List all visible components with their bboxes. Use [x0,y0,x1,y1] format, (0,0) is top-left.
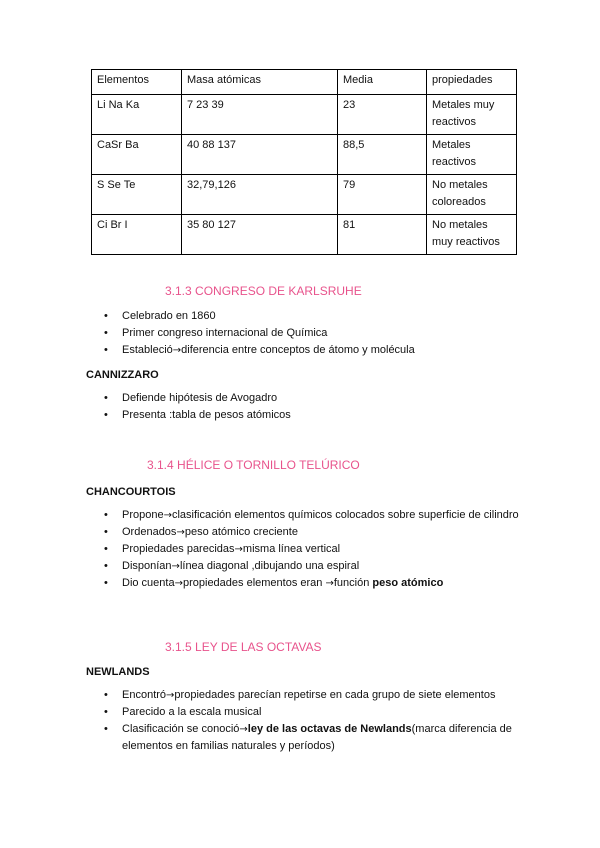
table-cell: Ci Br I [92,215,182,255]
table-cell: 40 88 137 [182,135,338,175]
table-cell: Metales muy reactivos [427,95,517,135]
arrow-icon: → [234,544,243,555]
list-item-text: Estableció [122,344,173,356]
newlands-list [104,687,524,755]
list-item-text: propiedades elementos eran [182,577,326,589]
list-item-text: propiedades parecían repetirse en cada grupo de siete elementos [174,689,496,701]
list-item [104,541,524,558]
arrow-icon: → [176,527,185,538]
table-cell: 81 [338,215,427,255]
table-row [92,135,517,175]
table-cell: 79 [338,175,427,215]
list-item [104,575,524,592]
table-cell: CaSr Ba [92,135,182,175]
table-cell: 7 23 39 [182,95,338,135]
cannizzaro-list [104,390,524,424]
table-cell: 23 [338,95,427,135]
table-header-cell: propiedades [427,70,517,95]
list-item-text: Ordenados [122,526,177,538]
list-item-text: misma línea vertical [242,543,341,555]
list-item-text: Presenta :tabla de pesos atómicos [122,409,291,421]
table-header-row [92,70,517,95]
list-item-bold: peso atómico [372,577,444,589]
list-item-text: Dio cuenta [122,577,175,589]
table-cell: 35 80 127 [182,215,338,255]
arrow-icon: → [239,724,248,735]
list-item [104,558,524,575]
list-item-text: Primer congreso internacional de Química [122,327,328,339]
list-item-text: Propiedades parecidas [122,543,235,555]
list-item [104,308,524,325]
list-item-text: peso atómico creciente [184,526,298,538]
section-heading-karlsruhe: 3.1.3 CONGRESO DE KARLSRUHE [165,284,362,298]
list-item [104,325,524,342]
list-item-text: Clasificación se conoció [122,723,240,735]
subhead-chancourtois: CHANCOURTOIS [86,486,176,498]
list-item-text: Encontró [122,689,167,701]
arrow-icon: → [171,561,180,572]
table-cell: Metales reactivos [427,135,517,175]
karlsruhe-list [104,308,524,359]
subhead-cannizzaro: CANNIZZARO [86,369,159,381]
section-heading-helice: 3.1.4 HÉLICE O TORNILLO TELÚRICO [147,458,360,472]
list-item-text: Propone [122,509,164,521]
list-item [104,390,524,407]
table-row [92,215,517,255]
list-item-text: línea diagonal ,dibujando una espiral [179,560,360,572]
list-item [104,507,524,524]
table-cell: S Se Te [92,175,182,215]
table-row [92,95,517,135]
list-item-text: clasificación elementos químicos colocados sobre superficie de cilindro [171,509,519,521]
list-item-text: función [333,577,373,589]
arrow-icon: → [163,510,172,521]
table-header-cell: Elementos [92,70,182,95]
table-header-cell: Masa atómicas [182,70,338,95]
list-item-text: diferencia entre conceptos de átomo y molécula [181,344,415,356]
list-item [104,721,524,755]
list-item-text: (marca diferencia de elementos en familias naturales y períodos) [122,723,512,752]
list-item [104,687,524,704]
arrow-icon: → [325,578,334,589]
list-item [104,704,524,721]
elements-table [91,69,517,255]
list-item-text: Celebrado en 1860 [122,310,216,322]
table-cell: Li Na Ka [92,95,182,135]
list-item-text: Parecido a la escala musical [122,706,262,718]
section-heading-octavas: 3.1.5 LEY DE LAS OCTAVAS [165,640,322,654]
chancourtois-list [104,507,524,592]
list-item [104,407,524,424]
arrow-icon: → [172,345,182,356]
list-item [104,524,524,541]
table-cell: No metales muy reactivos [427,215,517,255]
arrow-icon: → [174,578,183,589]
subhead-newlands: NEWLANDS [86,666,150,678]
table-cell: 32,79,126 [182,175,338,215]
table-cell: No metales coloreados [427,175,517,215]
list-item [104,342,524,359]
list-item-text: Disponían [122,560,172,572]
list-item-text: Defiende hipótesis de Avogadro [122,392,278,404]
arrow-icon: → [166,690,175,701]
list-item-bold: ley de las octavas de Newlands [247,723,412,735]
table-row [92,175,517,215]
table-cell: 88,5 [338,135,427,175]
table-header-cell: Media [338,70,427,95]
